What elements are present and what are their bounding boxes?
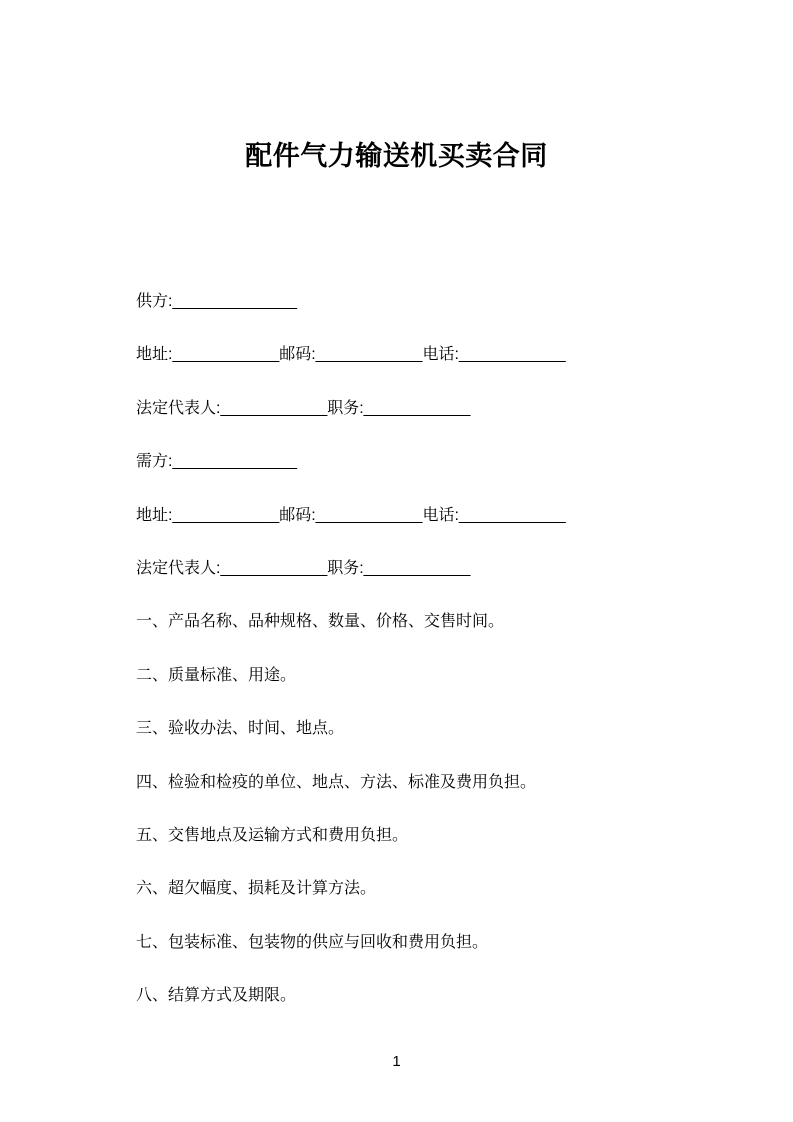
clause-8: 八、结算方式及期限。 [136,987,297,1004]
party-line-buyer: 需方:______________ [136,453,298,470]
page-number: 1 [392,1053,401,1070]
party-line-buyer-representative: 法定代表人:____________职务:____________ [136,560,471,577]
clause-5: 五、交售地点及运输方式和费用负担。 [136,827,409,844]
clause-2: 二、质量标准、用途。 [136,667,297,684]
party-line-supplier-representative: 法定代表人:____________职务:____________ [136,400,471,417]
party-line-supplier: 供方:______________ [136,293,298,310]
party-line-supplier-contact: 地址:____________邮码:____________电话:____________ [136,346,566,363]
document-title: 配件气力输送机买卖合同 [245,141,548,171]
clause-6: 六、超欠幅度、损耗及计算方法。 [136,880,377,897]
clause-4: 四、检验和检疫的单位、地点、方法、标准及费用负担。 [136,774,537,791]
party-line-buyer-contact: 地址:____________邮码:____________电话:____________ [136,507,566,524]
clause-7: 七、包装标准、包装物的供应与回收和费用负担。 [136,934,489,951]
clause-1: 一、产品名称、品种规格、数量、价格、交售时间。 [136,613,505,630]
clause-3: 三、验收办法、时间、地点。 [136,720,345,737]
